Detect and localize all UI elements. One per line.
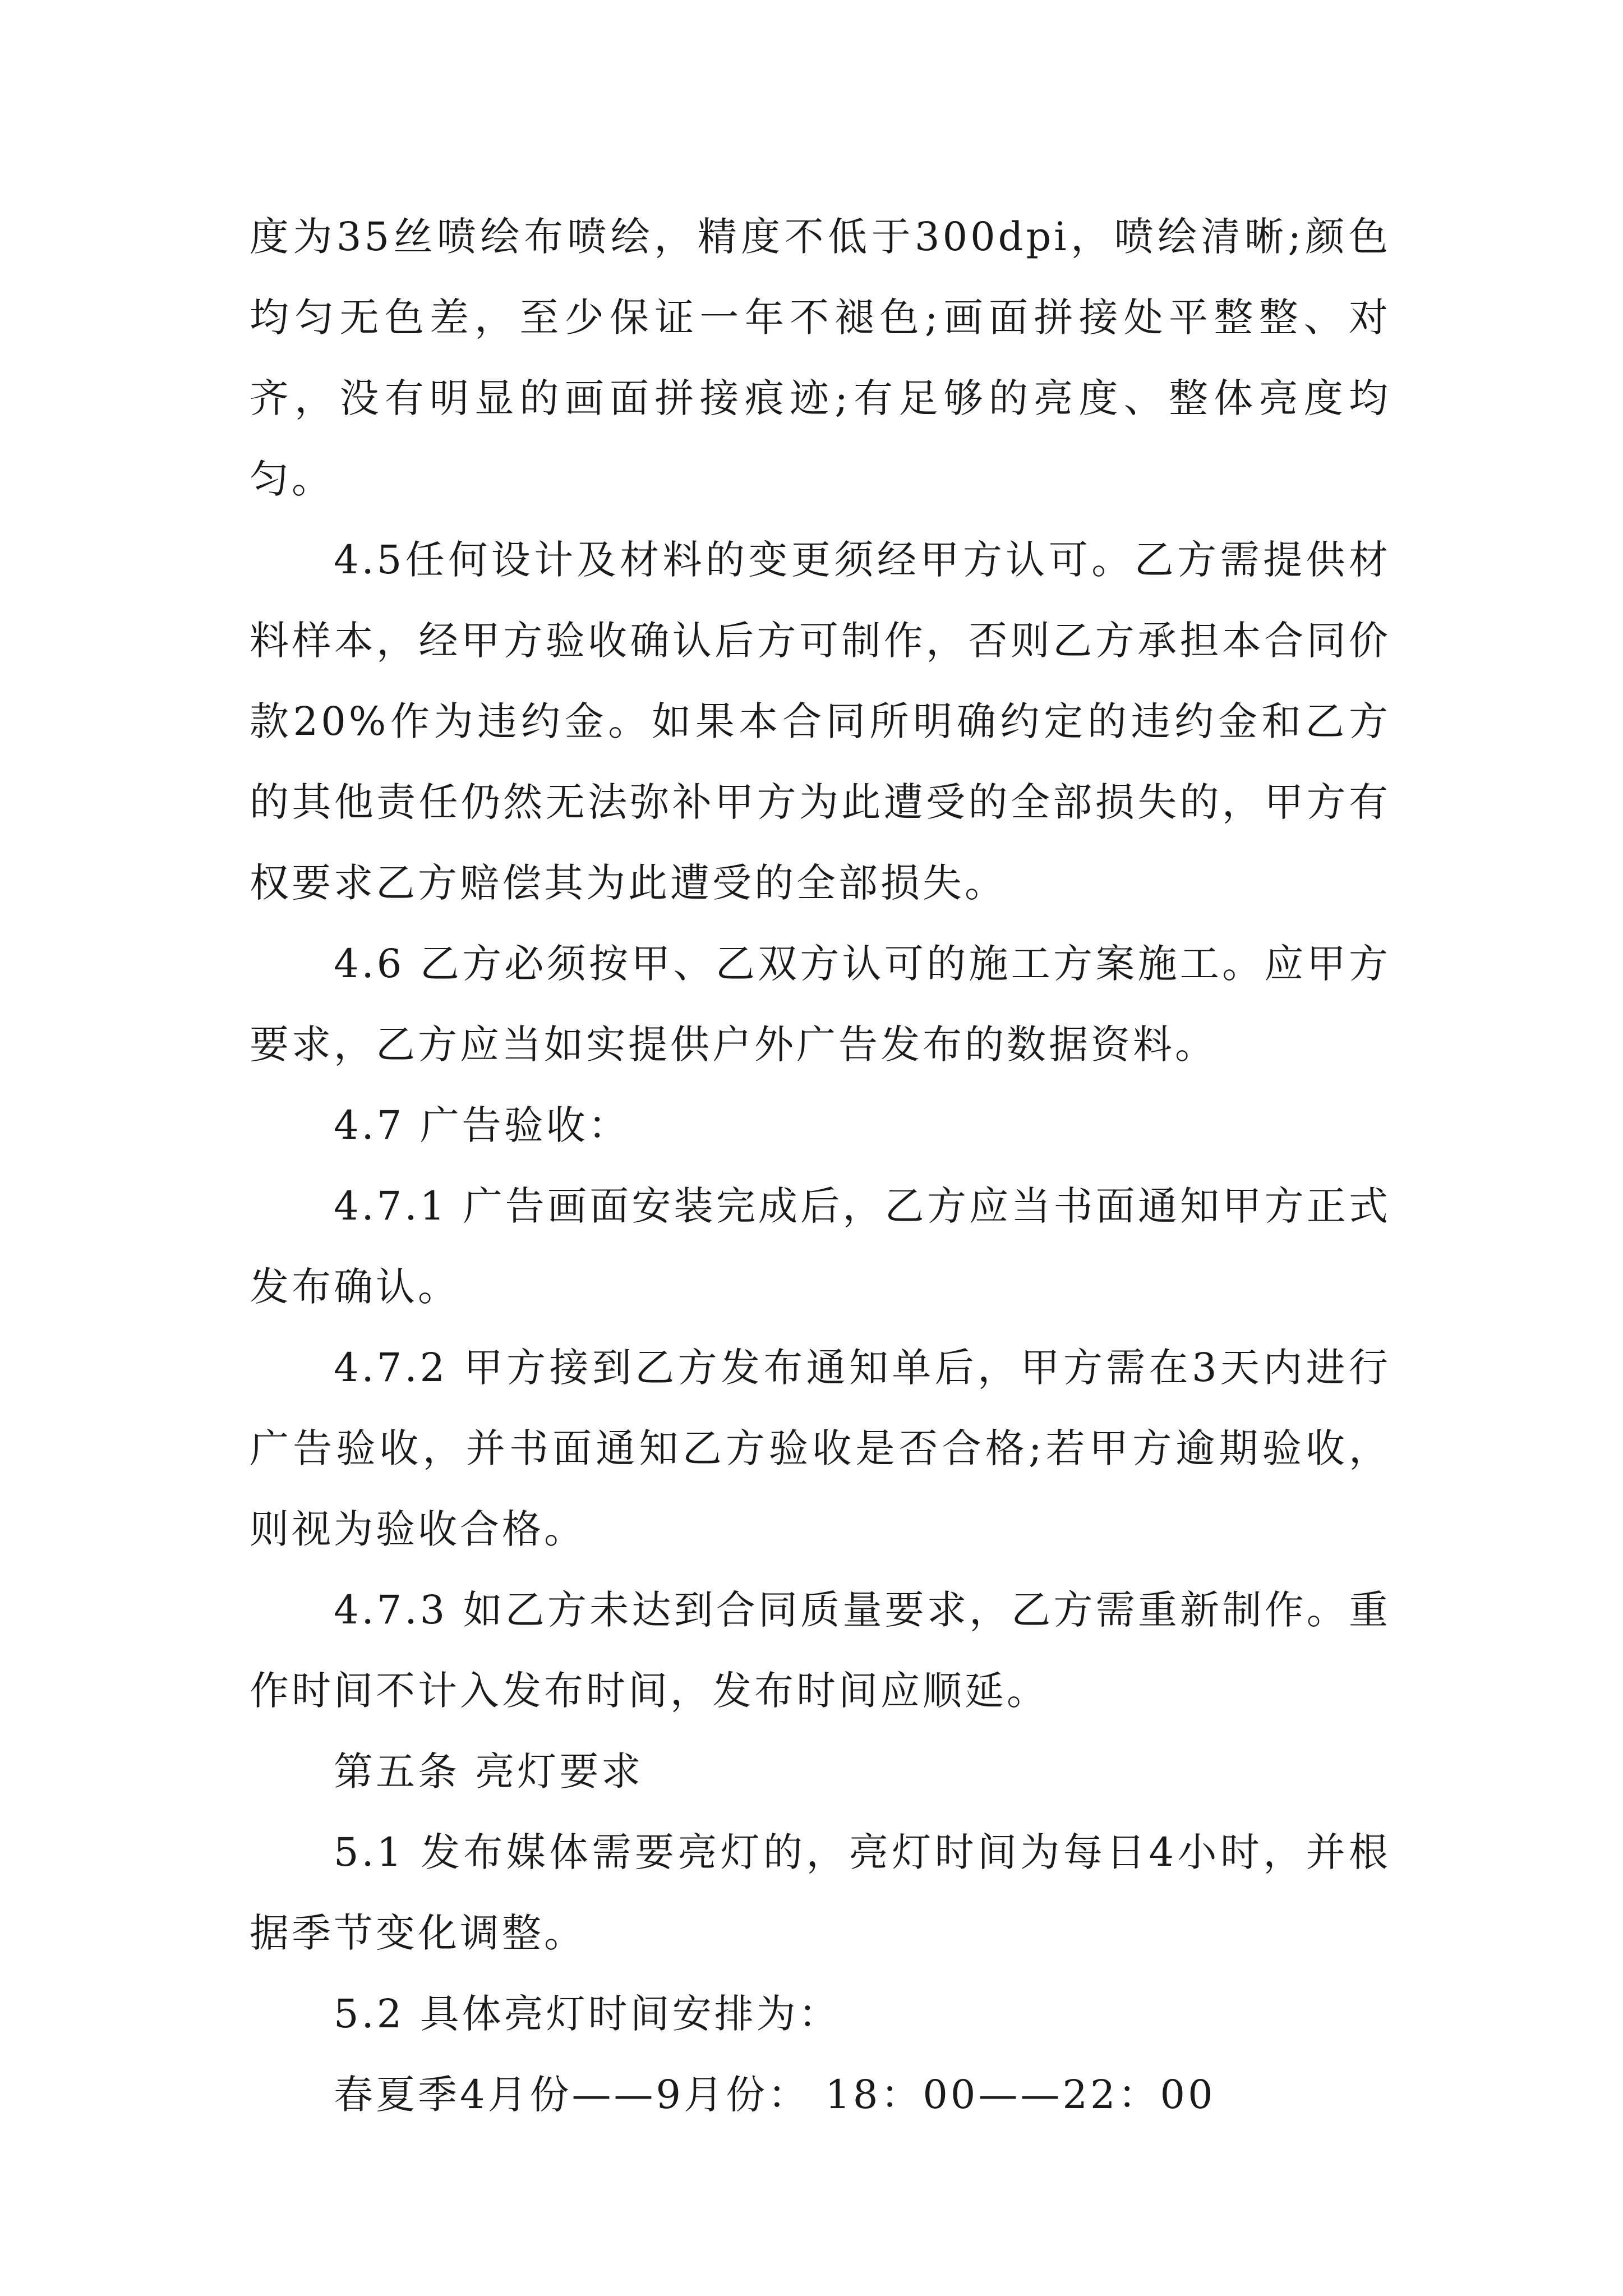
paragraph-clause-4-7: 4.7 广告验收： xyxy=(334,1102,630,1148)
paragraph-clause-4-7-1: 4.7.1 广告画面安装完成后，乙方应当书面通知甲方正式发布确认。 xyxy=(250,1183,1391,1310)
paragraph-clause-4-5: 4.5任何设计及材料的变更须经甲方认可。乙方需提供材料样本，经甲方验收确认后方可制作，否则乙方承担本合同价款20%作为违约金。如果本合同所明确约定的违约金和乙方的其他责任仍然无法弥补甲方为此遭受的全部损失的，甲方有权要求乙方赔偿其为此遭受的全部损失。 xyxy=(250,537,1391,906)
document-body xyxy=(250,196,1391,2135)
paragraph-clause-5-2: 5.2 具体亮灯时间安排为： xyxy=(334,1991,841,2037)
section-heading-article-5: 第五条 亮灯要求 xyxy=(334,1749,644,1795)
paragraph-clause-4-6: 4.6 乙方必须按甲、乙双方认可的施工方案施工。应甲方要求，乙方应当如实提供户外广告发布的数据资料。 xyxy=(250,941,1391,1068)
paragraph-lighting-schedule: 春夏季4月份——9月份： 18：00——22：00 xyxy=(334,2072,1216,2118)
paragraph-clause-4-7-2: 4.7.2 甲方接到乙方发布通知单后，甲方需在3天内进行广告验收，并书面通知乙方验收是否合格;若甲方逾期验收，则视为验收合格。 xyxy=(250,1345,1391,1552)
paragraph-clause-4-7-3: 4.7.3 如乙方未达到合同质量要求，乙方需重新制作。重作时间不计入发布时间，发布时间应顺延。 xyxy=(250,1587,1391,1714)
paragraph-clause-5-1: 5.1 发布媒体需要亮灯的，亮灯时间为每日4小时，并根据季节变化调整。 xyxy=(250,1829,1391,1956)
paragraph-continuation: 度为35丝喷绘布喷绘，精度不低于300dpi，喷绘清晰;颜色均匀无色差，至少保证一年不褪色;画面拼接处平整整、对齐，没有明显的画面拼接痕迹;有足够的亮度、整体亮度均匀。 xyxy=(250,214,1391,502)
